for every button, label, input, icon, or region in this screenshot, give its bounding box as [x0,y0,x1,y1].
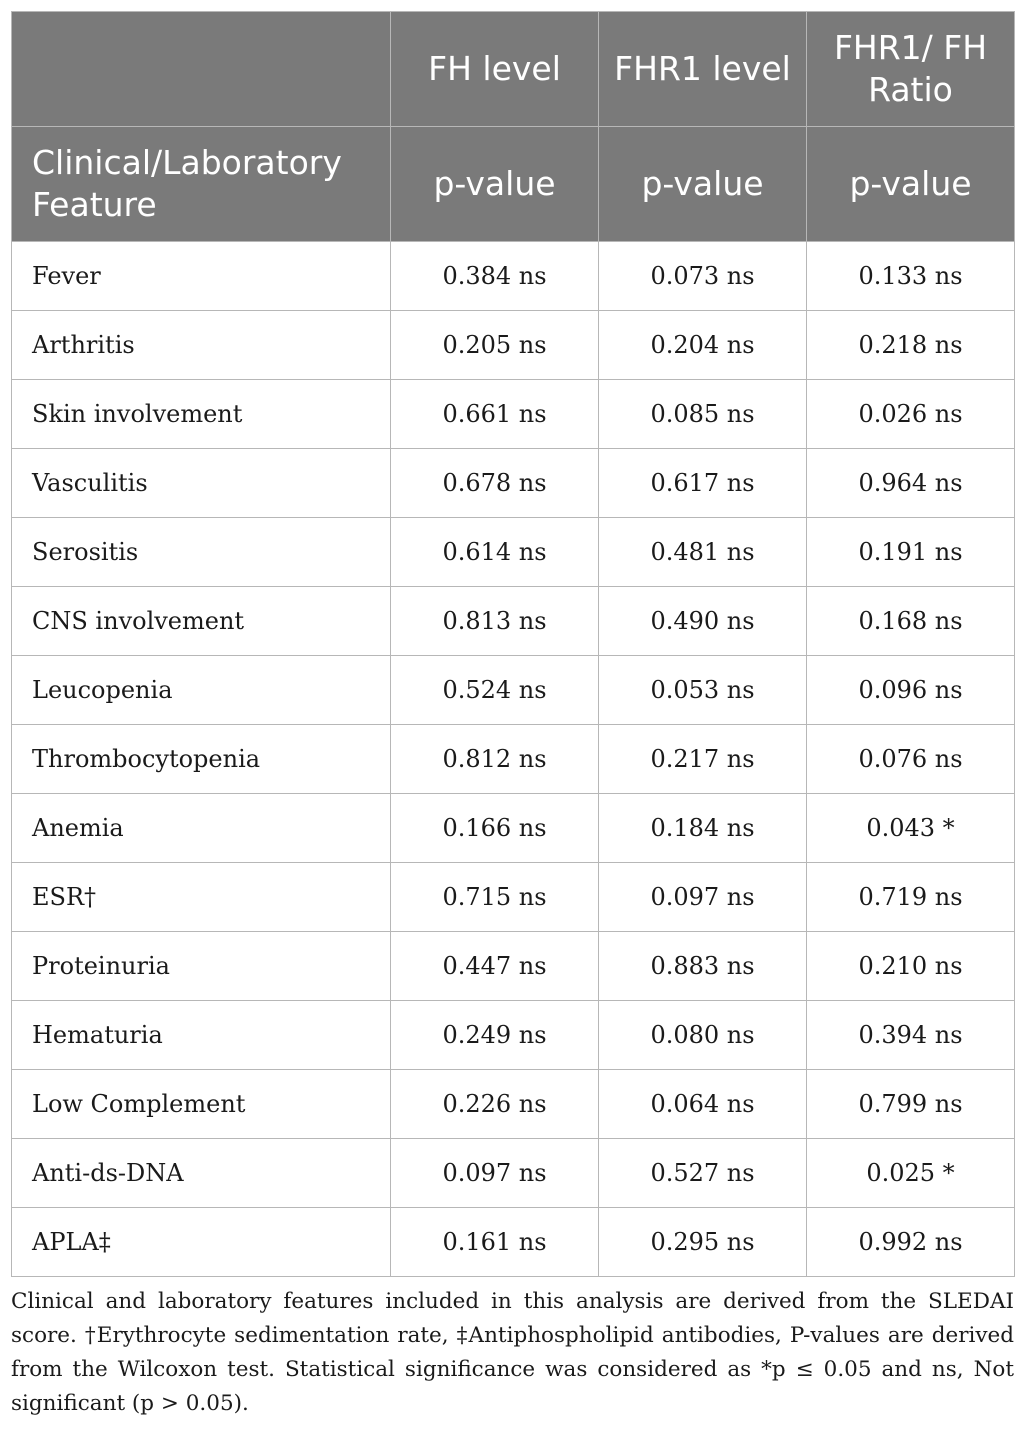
fhr1-pvalue-cell: 0.527 ns [599,1139,807,1208]
feature-cell: Anti-ds-DNA [12,1139,391,1208]
fhr1-pvalue-cell: 0.064 ns [599,1070,807,1139]
table-header [12,12,1015,242]
fh-pvalue-cell: 0.524 ns [391,656,599,725]
table-row [12,380,1015,449]
fh-pvalue-cell: 0.161 ns [391,1208,599,1277]
header-empty-cell [12,12,391,127]
feature-cell: Thrombocytopenia [12,725,391,794]
feature-cell: APLA‡ [12,1208,391,1277]
table-row [12,1208,1015,1277]
ratio-pvalue-cell: 0.394 ns [807,1001,1015,1070]
table-row [12,932,1015,1001]
header-fhr1-level: FHR1 level [599,12,807,127]
fhr1-pvalue-cell: 0.295 ns [599,1208,807,1277]
ratio-pvalue-cell: 0.026 ns [807,380,1015,449]
table-row [12,656,1015,725]
fh-pvalue-cell: 0.678 ns [391,449,599,518]
fh-pvalue-cell: 0.447 ns [391,932,599,1001]
table-footnote: Clinical and laboratory features included in this analysis are derived from the SLEDAI score. †Erythrocyte sedimentation rate, ‡Antiphospholipid antibodies, P-values are derived from the Wilcoxon test. Statistical significance was considered as *p ≤ 0.05 and ns, Not significant (p > 0.05). [11,1289,1014,1416]
fhr1-pvalue-cell: 0.080 ns [599,1001,807,1070]
fhr1-pvalue-cell: 0.883 ns [599,932,807,1001]
table-row [12,311,1015,380]
table-row [12,518,1015,587]
ratio-pvalue-cell: 0.025 * [807,1139,1015,1208]
ratio-pvalue-cell: 0.076 ns [807,725,1015,794]
ratio-pvalue-cell: 0.096 ns [807,656,1015,725]
fh-pvalue-cell: 0.226 ns [391,1070,599,1139]
fhr1-pvalue-cell: 0.073 ns [599,242,807,311]
fhr1-pvalue-cell: 0.217 ns [599,725,807,794]
ratio-pvalue-cell: 0.964 ns [807,449,1015,518]
fhr1-pvalue-cell: 0.184 ns [599,794,807,863]
ratio-pvalue-cell: 0.799 ns [807,1070,1015,1139]
fh-pvalue-cell: 0.715 ns [391,863,599,932]
fhr1-pvalue-cell: 0.053 ns [599,656,807,725]
feature-cell: Proteinuria [12,932,391,1001]
fhr1-pvalue-cell: 0.204 ns [599,311,807,380]
fh-pvalue-cell: 0.614 ns [391,518,599,587]
table-row [12,863,1015,932]
table-body [12,242,1015,1277]
feature-cell: Skin involvement [12,380,391,449]
table-row [12,1001,1015,1070]
feature-cell: Fever [12,242,391,311]
feature-cell: Serositis [12,518,391,587]
header-fh-level: FH level [391,12,599,127]
ratio-pvalue-cell: 0.168 ns [807,587,1015,656]
feature-cell: ESR† [12,863,391,932]
feature-cell: Leucopenia [12,656,391,725]
ratio-pvalue-cell: 0.133 ns [807,242,1015,311]
fh-pvalue-cell: 0.384 ns [391,242,599,311]
fhr1-pvalue-cell: 0.085 ns [599,380,807,449]
header-pvalue-ratio: p-value [807,127,1015,242]
header-row-1 [12,12,1015,127]
ratio-pvalue-cell: 0.719 ns [807,863,1015,932]
header-pvalue-fh: p-value [391,127,599,242]
table-row [12,587,1015,656]
header-row-2 [12,127,1015,242]
table-row [12,1070,1015,1139]
fhr1-pvalue-cell: 0.481 ns [599,518,807,587]
feature-cell: Low Complement [12,1070,391,1139]
ratio-pvalue-cell: 0.043 * [807,794,1015,863]
feature-cell: Anemia [12,794,391,863]
header-ratio: FHR1/ FH Ratio [807,12,1015,127]
fh-pvalue-cell: 0.166 ns [391,794,599,863]
table-row [12,794,1015,863]
table-row [12,242,1015,311]
feature-cell: CNS involvement [12,587,391,656]
fhr1-pvalue-cell: 0.490 ns [599,587,807,656]
fhr1-pvalue-cell: 0.097 ns [599,863,807,932]
table-row [12,1139,1015,1208]
header-pvalue-fhr1: p-value [599,127,807,242]
feature-cell: Arthritis [12,311,391,380]
table-row [12,449,1015,518]
ratio-pvalue-cell: 0.992 ns [807,1208,1015,1277]
fh-pvalue-cell: 0.097 ns [391,1139,599,1208]
fh-pvalue-cell: 0.249 ns [391,1001,599,1070]
header-feature: Clinical/Laboratory Feature [12,127,391,242]
ratio-pvalue-cell: 0.191 ns [807,518,1015,587]
ratio-pvalue-cell: 0.218 ns [807,311,1015,380]
fh-pvalue-cell: 0.813 ns [391,587,599,656]
table-row [12,725,1015,794]
fh-pvalue-cell: 0.661 ns [391,380,599,449]
table-container [11,11,1014,1421]
fh-pvalue-cell: 0.205 ns [391,311,599,380]
feature-cell: Hematuria [12,1001,391,1070]
results-table [11,11,1015,1277]
fhr1-pvalue-cell: 0.617 ns [599,449,807,518]
ratio-pvalue-cell: 0.210 ns [807,932,1015,1001]
fh-pvalue-cell: 0.812 ns [391,725,599,794]
feature-cell: Vasculitis [12,449,391,518]
